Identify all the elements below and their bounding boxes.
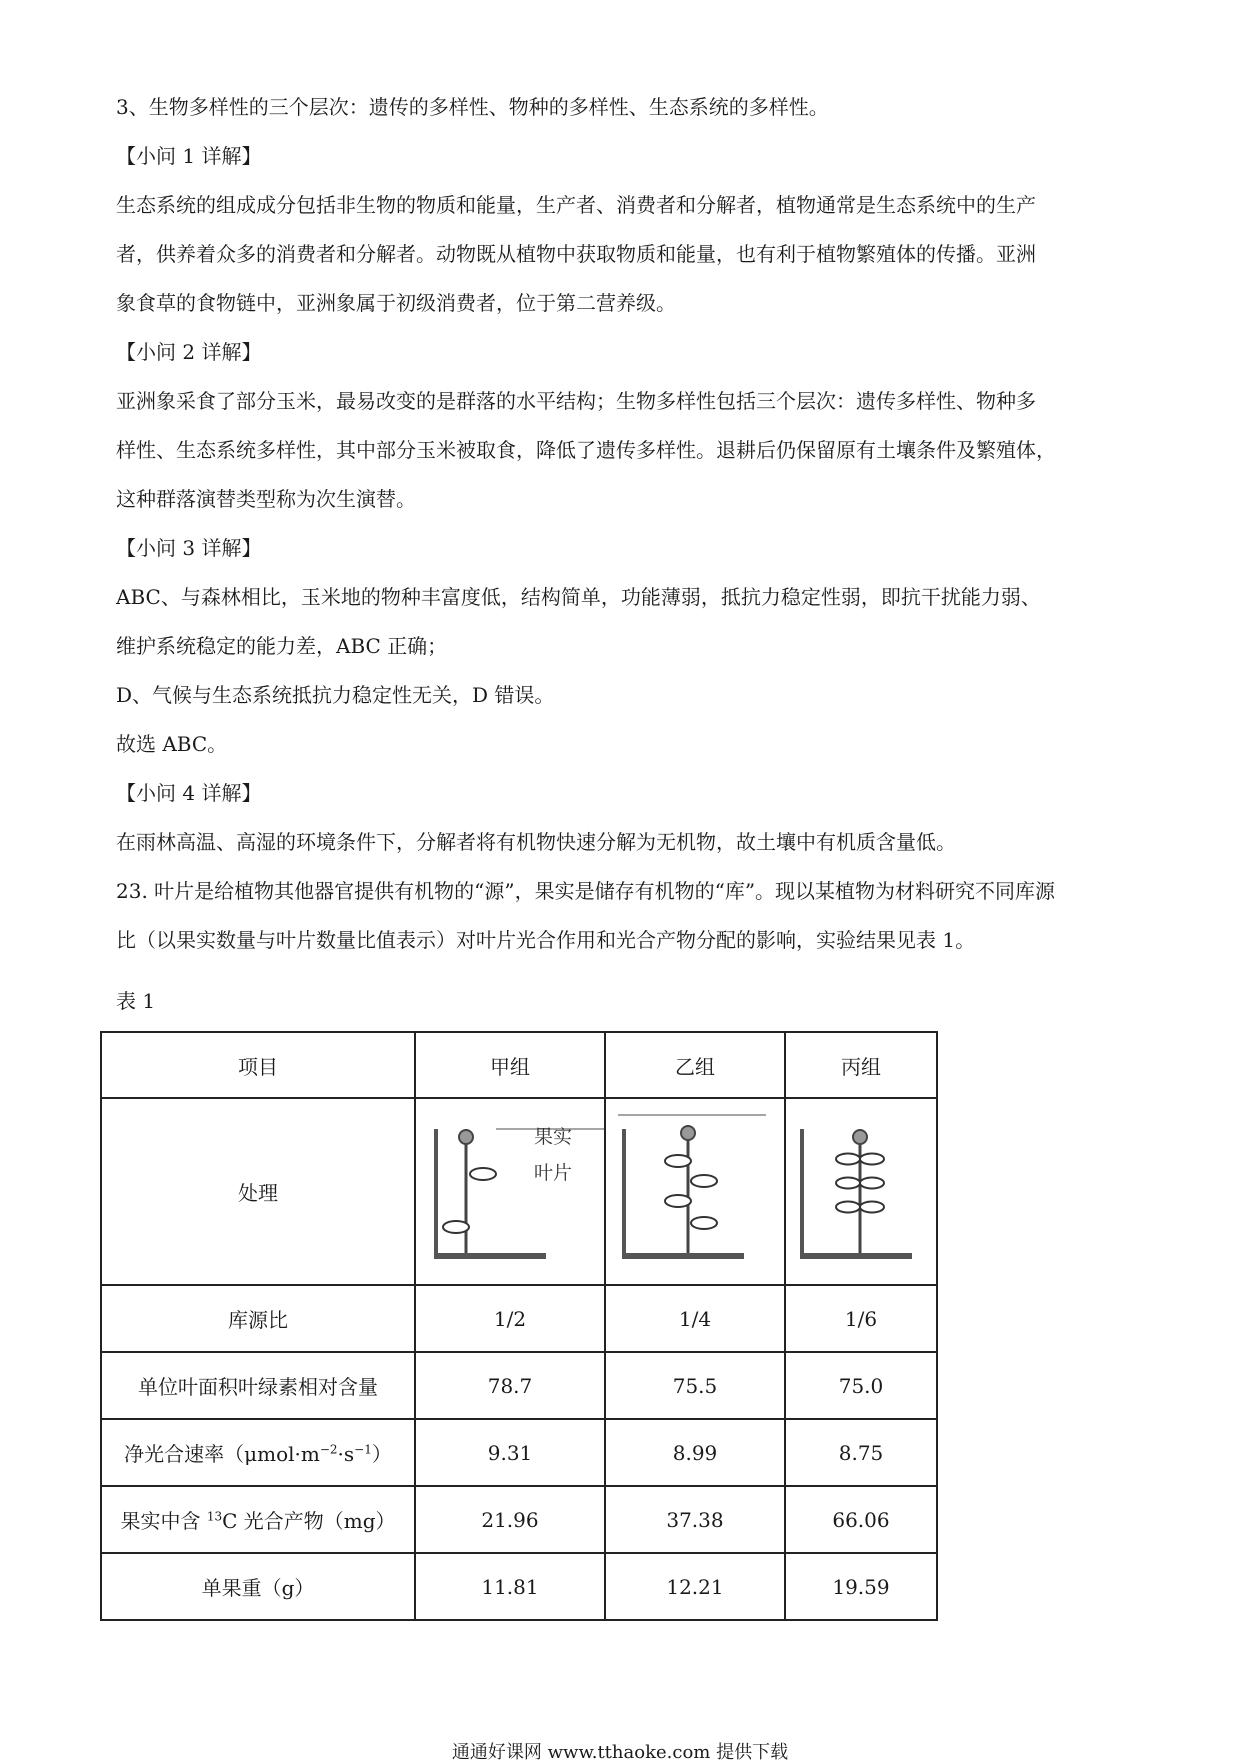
paragraph-line: 亚洲象采食了部分玉米，最易改变的是群落的水平结构；生物多样性包括三个层次：遗传多样性、物种多 (116, 389, 1036, 413)
treatment-diagram-cell (785, 1098, 937, 1285)
cell-value: 8.99 (605, 1419, 785, 1486)
paragraph-line: 比（以果实数量与叶片数量比值表示）对叶片光合作用和光合产物分配的影响，实验结果见表 1。 (116, 928, 976, 952)
cell-value: 11.81 (415, 1553, 605, 1620)
rate-label-sup2: −1 (354, 1442, 372, 1457)
paragraph-line: 这种群落演替类型称为次生演替。 (116, 487, 416, 511)
cell-value: 78.7 (415, 1352, 605, 1419)
paragraph-line: 维护系统稳定的能力差，ABC 正确； (116, 634, 448, 658)
rate-label-mid: ·s (337, 1442, 355, 1466)
paragraph-line: D、气候与生态系统抵抗力稳定性无关，D 错误。 (116, 683, 555, 707)
c13-label-pre: 果实中含 (120, 1509, 207, 1533)
treatment-diagram-cell (415, 1098, 605, 1285)
cell-value: 37.38 (605, 1486, 785, 1553)
cell-value: 75.0 (785, 1352, 937, 1419)
header-cell: 项目 (101, 1032, 415, 1098)
cell-value: 75.5 (605, 1352, 785, 1419)
treatment-row (101, 1098, 937, 1285)
text-body (116, 83, 1136, 965)
row-label: 单位叶面积叶绿素相对含量 (101, 1352, 415, 1419)
cell-value: 66.06 (785, 1486, 937, 1553)
cell-value: 1/4 (605, 1285, 785, 1352)
cell-value: 21.96 (415, 1486, 605, 1553)
plant-diagram-group-c (786, 1099, 936, 1279)
row-label: 库源比 (101, 1285, 415, 1352)
cell-value: 1/2 (415, 1285, 605, 1352)
rate-label-post: ） (371, 1442, 392, 1466)
table-header-row (101, 1032, 937, 1098)
table-row (101, 1352, 937, 1419)
table-row (101, 1419, 937, 1486)
paragraph-line: ABC、与森林相比，玉米地的物种丰富度低，结构简单，功能薄弱，抵抗力稳定性弱，即抗干扰能力弱、 (116, 585, 1041, 609)
paragraph-line: 象食草的食物链中，亚洲象属于初级消费者，位于第二营养级。 (116, 291, 676, 315)
table-row (101, 1285, 937, 1352)
rate-label-pre: 净光合速率（μmol·m (124, 1442, 320, 1466)
section-heading: 【小问 1 详解】 (116, 144, 262, 168)
plant-diagram-group-b (606, 1099, 784, 1279)
paragraph-line: 故选 ABC。 (116, 732, 228, 756)
treatment-diagram-cell (605, 1098, 785, 1285)
paragraph-line: 在雨林高温、高湿的环境条件下，分解者将有机物快速分解为无机物，故土壤中有机质含量低。 (116, 830, 956, 854)
paragraph-line: 23. 叶片是给植物其他器官提供有机物的“源”，果实是储存有机物的“库”。现以某植物为材料研究不同库源 (116, 879, 1056, 903)
paragraph-line: 者，供养着众多的消费者和分解者。动物既从植物中获取物质和能量，也有利于植物繁殖体的传播。亚洲 (116, 242, 1036, 266)
table-row (101, 1553, 937, 1620)
page-footer: 通通好课网 www.tthaoke.com 提供下载 (451, 1742, 789, 1763)
header-cell: 甲组 (415, 1032, 605, 1098)
c13-label-post: C 光合产物（mg） (222, 1509, 396, 1533)
cell-value: 9.31 (415, 1419, 605, 1486)
cell-value: 8.75 (785, 1419, 937, 1486)
table-row (101, 1486, 937, 1553)
row-label (101, 1486, 415, 1553)
results-table (100, 1031, 938, 1621)
cell-value: 12.21 (605, 1553, 785, 1620)
paragraph-line: 生态系统的组成成分包括非生物的物质和能量，生产者、消费者和分解者，植物通常是生态系统中的生产 (116, 193, 1036, 217)
leaf-label: 叶片 (534, 1162, 573, 1184)
rate-label-sup1: −2 (319, 1442, 338, 1457)
section-heading: 【小问 4 详解】 (116, 781, 262, 805)
section-heading: 【小问 3 详解】 (116, 536, 262, 560)
plant-diagram-group-a (416, 1099, 604, 1279)
table-caption: 表 1 (116, 989, 156, 1013)
header-cell: 乙组 (605, 1032, 785, 1098)
treatment-label: 处理 (101, 1098, 415, 1285)
row-label: 单果重（g） (101, 1553, 415, 1620)
row-label (101, 1419, 415, 1486)
paragraph-line: 样性、生态系统多样性，其中部分玉米被取食，降低了遗传多样性。退耕后仍保留原有土壤条件及繁殖体， (116, 438, 1056, 462)
cell-value: 19.59 (785, 1553, 937, 1620)
section-heading: 【小问 2 详解】 (116, 340, 262, 364)
paragraph-line: 3、生物多样性的三个层次：遗传的多样性、物种的多样性、生态系统的多样性。 (116, 95, 829, 119)
c13-label-sup: 13 (206, 1509, 223, 1524)
cell-value: 1/6 (785, 1285, 937, 1352)
fruit-label: 果实 (534, 1126, 573, 1148)
header-cell: 丙组 (785, 1032, 937, 1098)
